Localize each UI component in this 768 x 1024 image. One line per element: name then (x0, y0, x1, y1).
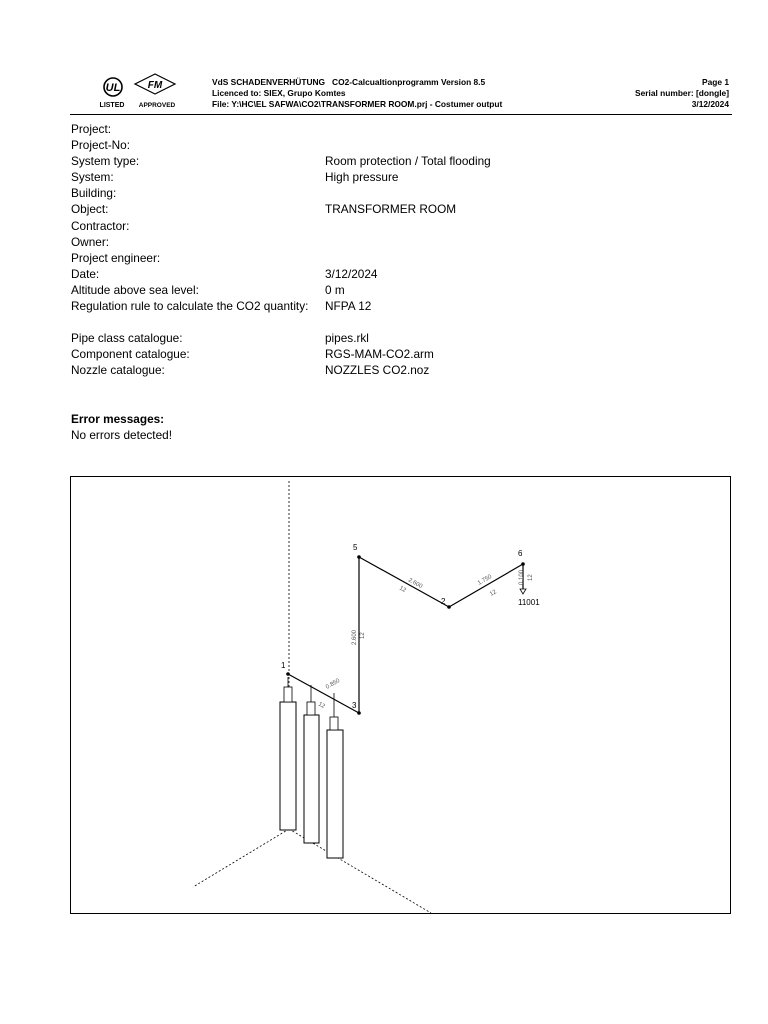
info-label: Contractor: (71, 218, 130, 233)
info-label: Altitude above sea level: (71, 282, 199, 297)
pipe-length-label: 2.600 (352, 629, 358, 645)
pipe-dn-label: 12 (489, 589, 498, 598)
ul-caption: LISTED (99, 102, 125, 109)
info-value: Room protection / Total flooding (325, 154, 491, 169)
fm-caption: APPROVED (138, 102, 176, 109)
pipe-length-label: 0.850 (325, 678, 342, 691)
info-label: Date: (71, 266, 100, 281)
info-label: Project-No: (71, 138, 131, 153)
file-path: File: Y:\HC\EL SAFWA\CO2\TRANSFORMER ROOM.prj - Costumer output (212, 99, 503, 109)
isometric-drawing (71, 477, 732, 915)
axis-left (193, 829, 289, 887)
info-value: 3/12/2024 (325, 266, 378, 281)
pipe-dn-label: 12 (398, 585, 407, 594)
fm-mark: FM (147, 80, 163, 91)
catalogue-label: Pipe class catalogue: (71, 331, 183, 346)
pipe-length-label: 2.600 (407, 577, 424, 591)
pipe-dn-label: 12 (317, 701, 326, 710)
serial-number: Serial number: [dongle] (635, 88, 729, 98)
info-label: System type: (71, 154, 140, 169)
node-5 (357, 555, 361, 559)
info-label: Building: (71, 186, 117, 201)
header-divider (70, 114, 732, 115)
node-6 (521, 562, 525, 566)
info-value: TRANSFORMER ROOM (325, 202, 457, 217)
node-label-6: 6 (518, 549, 523, 558)
pipe-dn-label: 12 (528, 574, 534, 581)
pipe-dn-label: 12 (360, 632, 366, 639)
error-section (71, 411, 172, 443)
node-label-5: 5 (353, 543, 358, 552)
ul-listed-logo (100, 78, 125, 109)
node-label-2: 2 (441, 597, 446, 606)
info-label: Project engineer: (71, 250, 161, 265)
node-3 (357, 711, 361, 715)
info-label: Regulation rule to calculate the CO2 quantity: (71, 299, 309, 314)
info-label: Object: (71, 202, 109, 217)
ul-mark: UL (105, 82, 121, 94)
nozzle-label: 11001 (518, 598, 540, 607)
info-value: 0 m (325, 282, 345, 297)
fm-approved-logo (135, 74, 176, 109)
node-label-3: 3 (352, 701, 357, 710)
pipe-length-label: 0.100 (519, 569, 525, 585)
program-title: VdS SCHADENVERHÜTUNG CO2-Calcualtionprogramm Version 8.5 (212, 77, 486, 87)
error-title: Error messages: (71, 412, 165, 426)
report-header (212, 77, 502, 110)
catalogue-label: Nozzle catalogue: (71, 363, 165, 378)
co2-cylinder (327, 693, 343, 858)
co2-cylinder (304, 685, 319, 843)
info-value: High pressure (325, 170, 399, 185)
report-date: 3/12/2024 (691, 99, 729, 109)
page-meta (635, 77, 729, 110)
node-1 (286, 672, 290, 676)
certification-logos (96, 72, 196, 112)
info-label: System: (71, 170, 114, 185)
pipe-5-2 (359, 557, 449, 607)
page-number: Page 1 (701, 77, 729, 87)
info-label: Owner: (71, 234, 110, 249)
pipe-2-6 (449, 564, 523, 607)
error-text: No errors detected! (71, 428, 172, 442)
nozzle-icon (520, 589, 526, 594)
pipe-length-label: 1.750 (477, 574, 494, 587)
catalogue-value: pipes.rkl (325, 331, 369, 346)
catalogue-label: Component catalogue: (71, 347, 190, 362)
catalogue-value: RGS-MAM-CO2.arm (325, 347, 434, 362)
info-label: Project: (71, 122, 111, 136)
catalogue-value: NOZZLES CO2.noz (325, 363, 430, 378)
licence-line: Licenced to: SIEX, Grupo Komtes (212, 88, 346, 98)
node-2 (447, 605, 451, 609)
node-label-1: 1 (281, 661, 286, 670)
isometric-drawing-frame (70, 476, 731, 914)
co2-cylinder (280, 677, 296, 830)
info-value: NFPA 12 (325, 299, 372, 314)
